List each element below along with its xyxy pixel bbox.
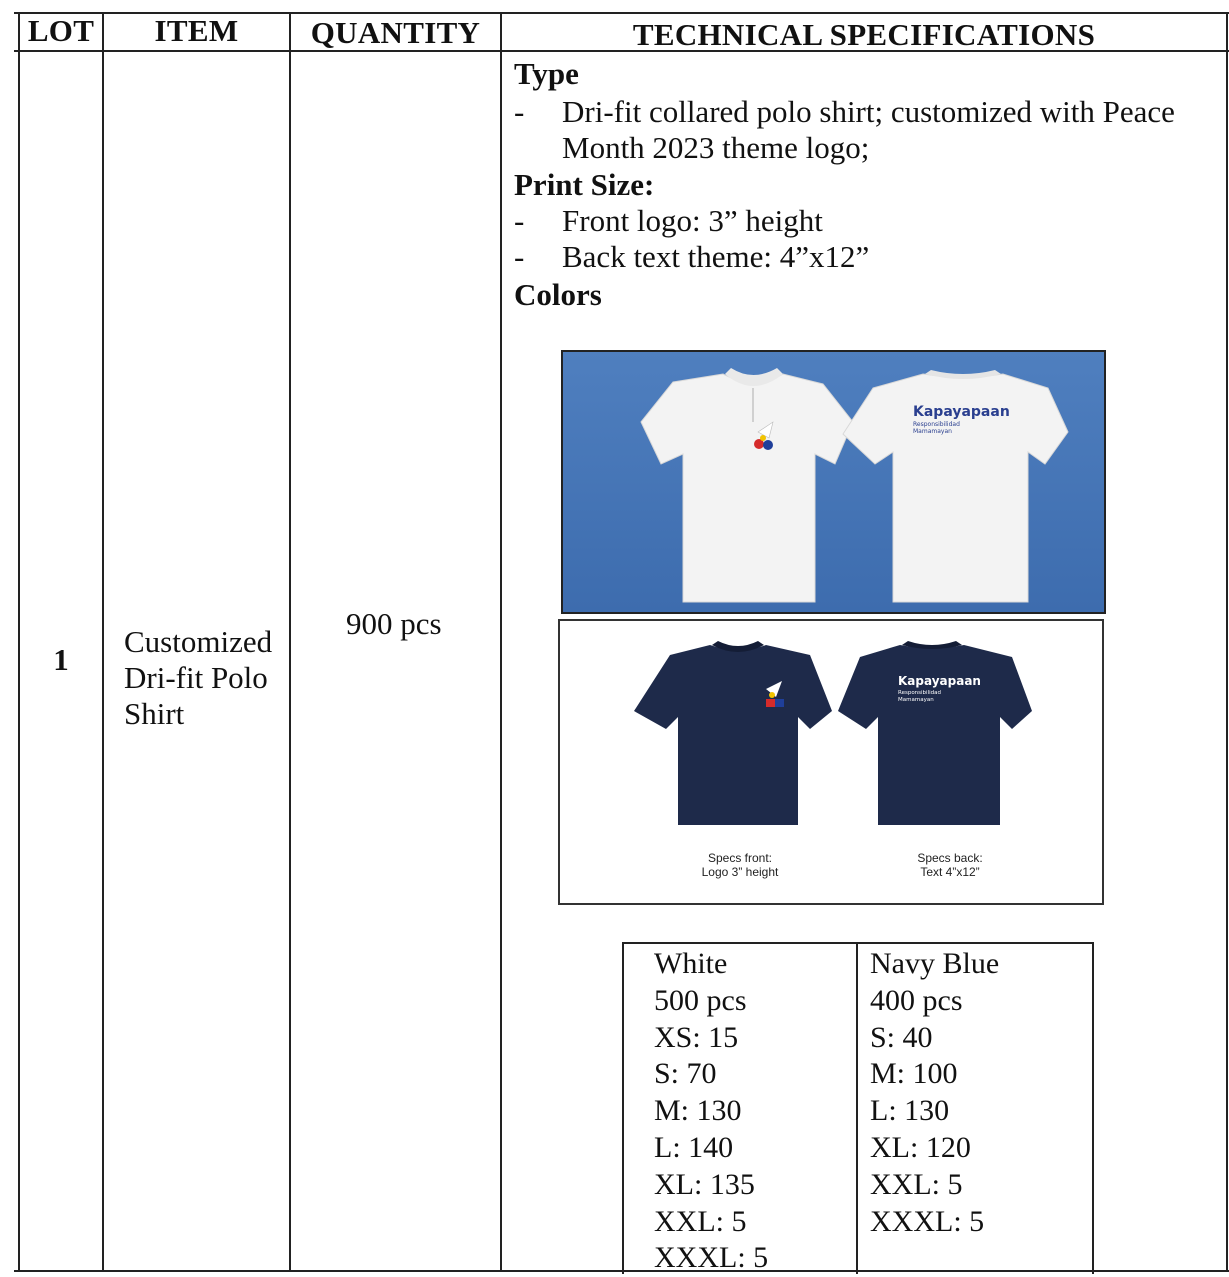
white-total: 500 pcs xyxy=(654,983,747,1017)
col-divider-item-qty xyxy=(289,12,291,1272)
table-right-border xyxy=(1226,12,1228,1272)
col-divider-lot-item xyxy=(102,12,104,1272)
size-table-right-border xyxy=(1092,942,1094,1274)
header-lot: LOT xyxy=(27,13,95,48)
caption-front xyxy=(660,851,820,879)
white-shirts-illustration xyxy=(563,352,1104,612)
white-size-row: M: 130 xyxy=(654,1094,742,1128)
print-back-text: Back text theme: 4”x12” xyxy=(562,239,870,274)
navy-size-row: XL: 120 xyxy=(870,1130,971,1164)
navy-shirts-image xyxy=(558,619,1104,905)
caption-front-line-1: Specs front: xyxy=(707,851,773,865)
caption-back-line-1: Specs back: xyxy=(917,851,983,865)
white-size-row: S: 70 xyxy=(654,1057,717,1091)
size-table-top-border xyxy=(622,942,1094,944)
print-front-logo: Front logo: 3” height xyxy=(562,203,823,238)
white-color-label: White xyxy=(654,947,728,980)
caption-back-line-2: Text 4”x12” xyxy=(920,865,980,879)
back-logo-text: Kapayapaan xyxy=(913,404,1010,420)
navy-back-logo-text: Kapayapaan xyxy=(898,674,981,688)
item-name-line-2: Dri-fit Polo xyxy=(124,660,268,695)
caption-front-line-2: Logo 3” height xyxy=(701,865,779,879)
caption-back xyxy=(870,851,1030,879)
header-technical-specifications: TECHNICAL SPECIFICATIONS xyxy=(632,17,1096,52)
type-line-1: Dri-fit collared polo shirt; customized with Peace xyxy=(562,94,1175,129)
navy-size-row: XXXL: 5 xyxy=(870,1204,985,1238)
navy-shirt-front xyxy=(634,641,832,825)
header-item: ITEM xyxy=(154,13,239,48)
back-subtext-1: Responsibilidad xyxy=(913,421,960,428)
print-bullet-1: - xyxy=(514,203,525,238)
white-shirt-front xyxy=(641,368,853,602)
item-name-line-1: Customized xyxy=(124,624,273,659)
size-breakdown-table xyxy=(622,942,1094,1274)
white-size-row: XS: 15 xyxy=(654,1020,739,1054)
white-shirt-back xyxy=(843,370,1068,602)
navy-back-subtext-2: Mamamayan xyxy=(898,697,934,703)
white-size-column xyxy=(654,946,768,1277)
quantity-value: 900 pcs xyxy=(346,606,442,641)
lot-number: 1 xyxy=(53,642,69,677)
white-size-row: XL: 135 xyxy=(654,1167,755,1201)
header-quantity: QUANTITY xyxy=(310,15,481,50)
white-size-row: XXL: 5 xyxy=(654,1204,747,1238)
type-heading: Type xyxy=(514,56,579,91)
size-table-left-border xyxy=(622,942,624,1274)
item-name-line-3: Shirt xyxy=(124,696,185,731)
navy-color-label: Navy Blue xyxy=(870,947,1000,980)
col-divider-qty-specs xyxy=(500,12,502,1272)
navy-back-subtext-1: Responsibilidad xyxy=(898,690,941,696)
print-bullet-2: - xyxy=(514,239,525,274)
type-line-2: Month 2023 theme logo; xyxy=(562,130,870,165)
navy-shirt-back xyxy=(838,641,1032,825)
back-subtext-2: Mamamayan xyxy=(913,428,952,435)
navy-size-column xyxy=(870,946,999,1240)
print-size-heading: Print Size: xyxy=(514,167,655,202)
colors-heading: Colors xyxy=(514,277,602,312)
navy-total: 400 pcs xyxy=(870,983,963,1017)
white-size-row: L: 140 xyxy=(654,1130,734,1164)
navy-size-row: M: 100 xyxy=(870,1057,958,1091)
white-shirts-image xyxy=(561,350,1106,614)
navy-size-row: S: 40 xyxy=(870,1020,933,1054)
type-bullet: - xyxy=(514,94,525,129)
white-size-row: XXXL: 5 xyxy=(654,1241,769,1275)
navy-size-row: XXL: 5 xyxy=(870,1167,963,1201)
size-table-mid-divider xyxy=(856,942,858,1274)
navy-size-row: L: 130 xyxy=(870,1094,950,1128)
